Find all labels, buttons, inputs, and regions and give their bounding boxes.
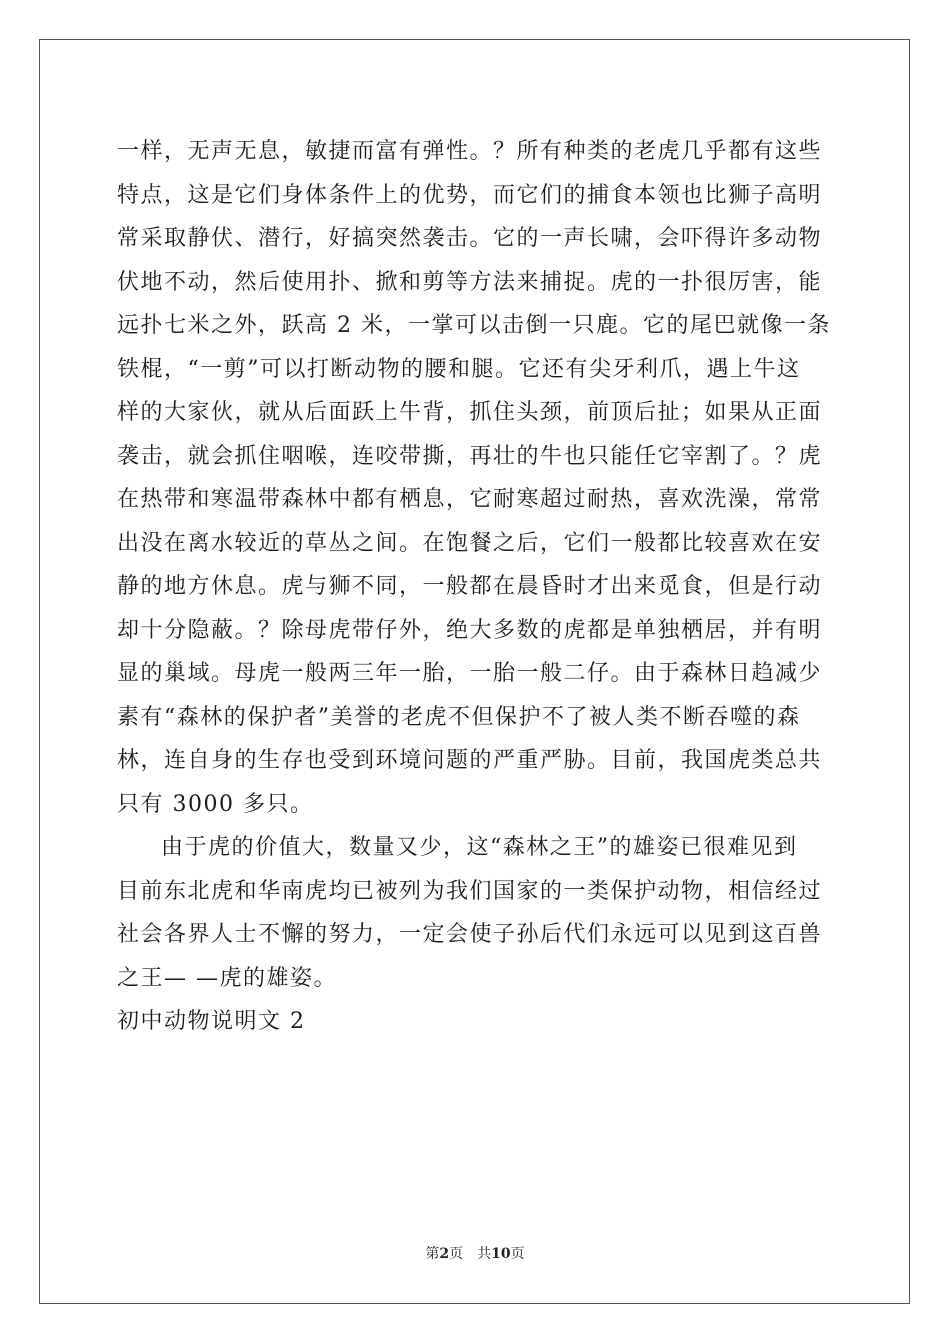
- page-suffix: 页: [449, 1246, 464, 1262]
- total-prefix: 共: [477, 1246, 492, 1262]
- total-suffix: 页: [510, 1246, 525, 1262]
- text-line: 林，连自身的生存也受到环境问题的严重严胁。目前，我国虎类总共: [117, 748, 823, 773]
- text-line: 袭击，就会抓住咽喉，连咬带撕，再壮的牛也只能任它宰割了。？虎: [117, 443, 823, 469]
- text-line: 样的大家伙，就从后面跃上牛背，抓住头颈，前顶后扯；如果从正面: [117, 400, 823, 425]
- text-line: 特点，这是它们身体条件上的优势，而它们的捕食本领也比狮子高明: [117, 182, 823, 208]
- page-prefix: 第: [425, 1246, 440, 1262]
- text-line: 一样，无声无息，敏捷而富有弹性。？所有种类的老虎几乎都有这些: [117, 139, 823, 164]
- text-line: 显的巢域。母虎一般两三年一胎，一胎一般二仔。由于森林日趋减少: [117, 661, 823, 686]
- page-number: 2: [439, 1246, 450, 1262]
- section-heading: 初中动物说明文 2: [117, 1009, 306, 1034]
- page-footer: [0, 1244, 950, 1264]
- document-body: [117, 130, 837, 1044]
- total-pages: 10: [491, 1246, 511, 1262]
- text-line: 在热带和寒温带森林中都有栖息，它耐寒超过耐热，喜欢洗澡，常常: [117, 487, 823, 512]
- text-line: 素有“森林的保护者”美誉的老虎不但保护不了被人类不断吞噬的森: [117, 704, 801, 730]
- text-line: 出没在离水较近的草丛之间。在饱餐之后，它们一般都比较喜欢在安: [117, 530, 823, 556]
- text-line: 社会各界人士不懈的努力，一定会使子孙后代们永远可以见到这百兽: [117, 922, 823, 947]
- text-line: 之王— —虎的雄姿。: [117, 965, 337, 991]
- text-line: 只有 3000 多只。: [117, 791, 314, 817]
- text-line: 静的地方休息。虎与狮不同，一般都在晨昏时才出来觅食，但是行动: [117, 574, 823, 599]
- text-line: 远扑七米之外，跃高 2 米，一掌可以击倒一只鹿。它的尾巴就像一条: [117, 313, 831, 338]
- paragraph-first-line: 由于虎的价值大，数量又少，这“森林之王”的雄姿已很难见到: [161, 835, 798, 860]
- text-line: 铁棍，“一剪”可以打断动物的腰和腿。它还有尖牙利爪，遇上牛这: [117, 356, 801, 382]
- text-line: 常采取静伏、潜行，好搞突然袭击。它的一声长啸，会吓得许多动物: [117, 226, 823, 251]
- text-line: 却十分隐蔽。？除母虎带仔外，绝大多数的虎都是单独栖居，并有明: [117, 617, 823, 643]
- text-line: 伏地不动，然后使用扑、掀和剪等方法来捕捉。虎的一扑很厉害，能: [117, 269, 823, 295]
- text-line: 目前东北虎和华南虎均已被列为我们国家的一类保护动物，相信经过: [117, 878, 823, 904]
